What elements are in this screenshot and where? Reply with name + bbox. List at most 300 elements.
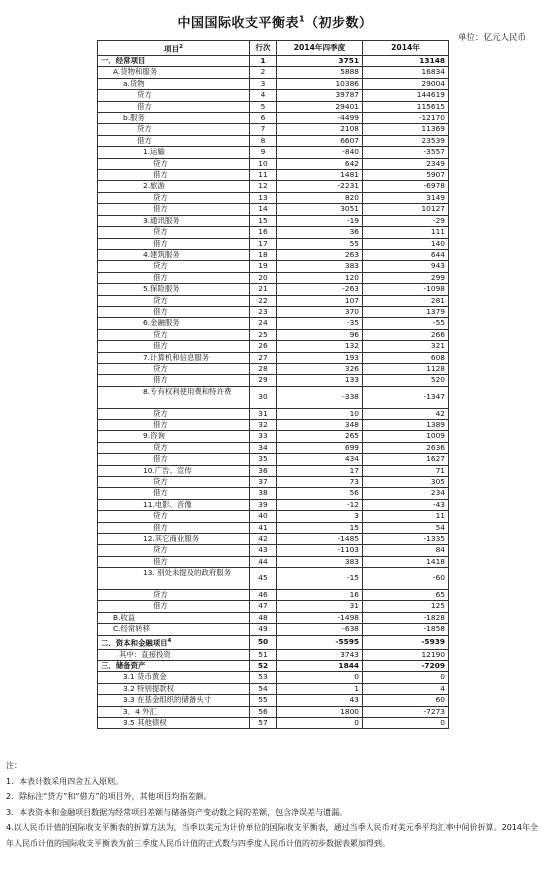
- row-label: [98, 660, 250, 671]
- row-label: [98, 135, 250, 146]
- row-label-text: 借方: [153, 272, 168, 282]
- row-number: 26: [250, 341, 277, 352]
- row-year-value: 1418: [363, 556, 449, 567]
- row-number: 41: [250, 522, 277, 533]
- row-q4-value: 1800: [277, 706, 363, 717]
- row-year-value: 4: [363, 683, 449, 694]
- table-row: [98, 56, 449, 67]
- table-row: [98, 170, 449, 181]
- row-number: 30: [250, 386, 277, 408]
- row-label-text: A.货物和服务: [113, 67, 158, 77]
- row-year-value: 71: [363, 465, 449, 476]
- row-label: [98, 601, 250, 612]
- table-header-row: [98, 41, 449, 56]
- row-year-value: 2349: [363, 158, 449, 169]
- row-q4-value: 348: [277, 419, 363, 430]
- row-number: 55: [250, 695, 277, 706]
- row-label-text: a.货物: [123, 78, 145, 88]
- table-row: [98, 635, 449, 649]
- row-number: 29: [250, 375, 277, 386]
- row-label: [98, 590, 250, 601]
- row-label-text: 一．经常项目: [101, 56, 146, 65]
- row-q4-value: -4499: [277, 113, 363, 124]
- row-label-text: 贷方: [153, 227, 168, 237]
- header-footnote-mark: 2: [179, 43, 183, 50]
- table-row: [98, 556, 449, 567]
- row-label-text: 借方: [153, 488, 168, 498]
- row-label-text: 贷方: [153, 545, 168, 555]
- row-number: 34: [250, 442, 277, 453]
- title-suffix: （初步数）: [305, 16, 373, 31]
- row-q4-value: -35: [277, 318, 363, 329]
- table-row: [98, 660, 449, 671]
- row-label: [98, 624, 250, 635]
- row-number: 19: [250, 261, 277, 272]
- row-year-value: 125: [363, 601, 449, 612]
- row-q4-value: 3051: [277, 204, 363, 215]
- row-label: [98, 649, 250, 660]
- row-label: [98, 215, 250, 226]
- page-title: [0, 12, 550, 31]
- row-q4-value: 642: [277, 158, 363, 169]
- row-label: [98, 181, 250, 192]
- table-row: [98, 329, 449, 340]
- row-label: [98, 442, 250, 453]
- row-year-value: 140: [363, 238, 449, 249]
- table-row: [98, 534, 449, 545]
- table-row: [98, 442, 449, 453]
- row-q4-value: 3751: [277, 56, 363, 67]
- row-q4-value: 263: [277, 249, 363, 260]
- row-number: 39: [250, 499, 277, 510]
- row-q4-value: 1481: [277, 170, 363, 181]
- row-year-value: 3149: [363, 192, 449, 203]
- row-number: 46: [250, 590, 277, 601]
- row-year-value: 266: [363, 329, 449, 340]
- table-row: [98, 113, 449, 124]
- row-year-value: 29004: [363, 78, 449, 89]
- row-number: 57: [250, 718, 277, 729]
- table-row: [98, 181, 449, 192]
- row-label: [98, 454, 250, 465]
- row-year-value: 65: [363, 590, 449, 601]
- row-label-text: 贷方: [153, 295, 168, 305]
- row-year-value: 299: [363, 272, 449, 283]
- table-row: [98, 601, 449, 612]
- row-label: [98, 90, 250, 101]
- row-q4-value: 383: [277, 556, 363, 567]
- table-row: [98, 568, 449, 590]
- row-label: [98, 612, 250, 623]
- row-label: [98, 695, 250, 706]
- row-year-value: 1379: [363, 306, 449, 317]
- row-number: 3: [250, 78, 277, 89]
- row-q4-value: 699: [277, 442, 363, 453]
- row-label: [98, 78, 250, 89]
- table-row: [98, 284, 449, 295]
- row-label-text: B.收益: [113, 612, 136, 622]
- row-q4-value: 5888: [277, 67, 363, 78]
- table-row: [98, 612, 449, 623]
- note-item: 4.以人民币计值的国际收支平衡表的折算方法为，当季以美元为计价单位的国际收支平衡表，通过当季人民币对美元季平均汇率中间价折算。2014年全年人民币计值的国际收支平衡表为前三季度人民币计值的正式数与四季度人民币计值的初步数据表累加得到。: [6, 823, 538, 848]
- table-row: [98, 522, 449, 533]
- table-row: [98, 249, 449, 260]
- row-label-text: 贷方: [153, 408, 168, 418]
- table-row: [98, 375, 449, 386]
- row-label-text: 2.旅游: [143, 181, 165, 191]
- row-number: 43: [250, 545, 277, 556]
- row-year-value: -12170: [363, 113, 449, 124]
- table-row: [98, 204, 449, 215]
- row-year-value: 42: [363, 408, 449, 419]
- row-year-value: 54: [363, 522, 449, 533]
- row-label: [98, 534, 250, 545]
- row-label: [98, 56, 250, 67]
- row-label: [98, 124, 250, 135]
- row-number: 2: [250, 67, 277, 78]
- row-q4-value: 17: [277, 465, 363, 476]
- row-label-text: 借方: [153, 454, 168, 464]
- row-q4-value: 0: [277, 718, 363, 729]
- table-row: [98, 408, 449, 419]
- table-row: [98, 718, 449, 729]
- row-q4-value: 55: [277, 238, 363, 249]
- row-label-text: 7.计算机和信息服务: [143, 352, 210, 362]
- row-label-text: 借方: [153, 556, 168, 566]
- row-label-text: b.服务: [123, 113, 145, 123]
- table-row: [98, 101, 449, 112]
- row-label-text: 3.3 在基金组织的储备头寸: [123, 695, 212, 705]
- row-year-value: 11369: [363, 124, 449, 135]
- row-label: [98, 158, 250, 169]
- row-label-text: 贷方: [153, 158, 168, 168]
- row-number: 9: [250, 147, 277, 158]
- row-q4-value: 107: [277, 295, 363, 306]
- row-year-value: 644: [363, 249, 449, 260]
- row-q4-value: 370: [277, 306, 363, 317]
- row-year-value: -55: [363, 318, 449, 329]
- row-label-text: 8.专有权利使用费和特许费: [143, 386, 232, 396]
- row-number: 14: [250, 204, 277, 215]
- row-number: 13: [250, 192, 277, 203]
- row-q4-value: -19: [277, 215, 363, 226]
- row-label: [98, 465, 250, 476]
- row-label-text: 借方: [153, 375, 168, 385]
- row-year-value: 1627: [363, 454, 449, 465]
- row-label-text: 贷方: [153, 477, 168, 487]
- table-row: [98, 431, 449, 442]
- row-label-text: 借方: [153, 601, 168, 611]
- row-label-text: 二．资本和金融项目: [101, 638, 168, 648]
- row-year-value: -6978: [363, 181, 449, 192]
- row-number: 24: [250, 318, 277, 329]
- row-label: [98, 67, 250, 78]
- row-number: 53: [250, 672, 277, 683]
- row-number: 36: [250, 465, 277, 476]
- row-number: 54: [250, 683, 277, 694]
- row-label: [98, 718, 250, 729]
- row-year-value: -7209: [363, 660, 449, 671]
- row-number: 37: [250, 477, 277, 488]
- row-number: 51: [250, 649, 277, 660]
- row-q4-value: 132: [277, 341, 363, 352]
- row-label-text: 借方: [153, 522, 168, 532]
- table-row: [98, 363, 449, 374]
- title-text: 中国国际收支平衡表: [177, 16, 299, 31]
- row-label-text: 9.咨询: [143, 431, 165, 441]
- row-q4-value: 73: [277, 477, 363, 488]
- table-row: [98, 511, 449, 522]
- row-label-text: 3.通讯服务: [143, 215, 180, 225]
- table-body: [98, 56, 449, 729]
- row-q4-value: 133: [277, 375, 363, 386]
- row-label: [98, 329, 250, 340]
- row-year-value: 13148: [363, 56, 449, 67]
- row-label: [98, 672, 250, 683]
- row-number: 25: [250, 329, 277, 340]
- row-q4-value: -5595: [277, 635, 363, 649]
- row-q4-value: 29401: [277, 101, 363, 112]
- row-number: 44: [250, 556, 277, 567]
- row-label-text: 三．储备资产: [101, 660, 146, 670]
- balance-of-payments-table: [97, 40, 449, 729]
- table-row: [98, 227, 449, 238]
- row-label-text: 贷方: [153, 192, 168, 202]
- row-number: 5: [250, 101, 277, 112]
- table-row: [98, 124, 449, 135]
- row-label: [98, 635, 250, 649]
- row-label: [98, 147, 250, 158]
- notes-heading: 注：: [6, 761, 22, 770]
- row-label-text: 贷方: [153, 511, 168, 521]
- row-label-text: 1.运输: [143, 147, 165, 157]
- row-q4-value: 16: [277, 590, 363, 601]
- row-number: 45: [250, 568, 277, 590]
- table-row: [98, 477, 449, 488]
- row-q4-value: -840: [277, 147, 363, 158]
- row-year-value: 10127: [363, 204, 449, 215]
- row-label-text: 12.其它商业服务: [143, 534, 200, 544]
- row-year-value: 1009: [363, 431, 449, 442]
- row-year-value: 84: [363, 545, 449, 556]
- row-label-text: C.经常转移: [113, 624, 151, 634]
- row-q4-value: -263: [277, 284, 363, 295]
- header-year: 2014年: [363, 41, 449, 56]
- row-label: [98, 192, 250, 203]
- note-item: 2．除标注“贷方”和“借方”的项目外，其他项目均指差额。: [6, 792, 212, 801]
- row-label-text: 10.广告、宣传: [143, 465, 192, 475]
- row-label: [98, 499, 250, 510]
- table-row: [98, 386, 449, 408]
- row-label: [98, 408, 250, 419]
- row-number: 27: [250, 352, 277, 363]
- row-year-value: -7273: [363, 706, 449, 717]
- row-number: 10: [250, 158, 277, 169]
- row-q4-value: -638: [277, 624, 363, 635]
- row-number: 47: [250, 601, 277, 612]
- row-year-value: 321: [363, 341, 449, 352]
- row-label-text: 借方: [137, 101, 152, 111]
- row-label: [98, 101, 250, 112]
- note-item: 1．本表计数采用四舍五入原则。: [6, 776, 124, 786]
- row-year-value: -3557: [363, 147, 449, 158]
- row-year-value: 144619: [363, 90, 449, 101]
- row-label: [98, 113, 250, 124]
- row-label-text: 贷方: [153, 590, 168, 600]
- row-year-value: -29: [363, 215, 449, 226]
- row-year-value: 520: [363, 375, 449, 386]
- row-label: [98, 261, 250, 272]
- row-year-value: 305: [363, 477, 449, 488]
- row-q4-value: -338: [277, 386, 363, 408]
- table-row: [98, 649, 449, 660]
- row-q4-value: 326: [277, 363, 363, 374]
- row-year-value: 12190: [363, 649, 449, 660]
- row-label-text: 借方: [153, 238, 168, 248]
- row-number: 17: [250, 238, 277, 249]
- table-row: [98, 90, 449, 101]
- row-label: [98, 306, 250, 317]
- row-label: [98, 568, 250, 590]
- row-q4-value: 434: [277, 454, 363, 465]
- row-year-value: 16834: [363, 67, 449, 78]
- row-year-value: 2636: [363, 442, 449, 453]
- row-label: [98, 386, 250, 408]
- row-q4-value: 193: [277, 352, 363, 363]
- row-q4-value: 1: [277, 683, 363, 694]
- row-number: 12: [250, 181, 277, 192]
- row-number: 42: [250, 534, 277, 545]
- row-label-text: 其中：直接投资: [119, 649, 171, 659]
- row-q4-value: 10: [277, 408, 363, 419]
- row-label: [98, 477, 250, 488]
- table-row: [98, 352, 449, 363]
- row-q4-value: 0: [277, 672, 363, 683]
- row-year-value: -1098: [363, 284, 449, 295]
- header-item: 项目$^2$: [98, 41, 250, 56]
- row-footnote-mark: 4: [167, 637, 172, 644]
- row-label-text: 5.保险服务: [143, 284, 180, 294]
- row-year-value: 0: [363, 718, 449, 729]
- table-row: [98, 158, 449, 169]
- row-q4-value: 265: [277, 431, 363, 442]
- row-year-value: -1347: [363, 386, 449, 408]
- notes: [6, 758, 544, 851]
- row-label-text: 贷方: [153, 329, 168, 339]
- row-label: [98, 352, 250, 363]
- table-row: [98, 147, 449, 158]
- row-label: [98, 170, 250, 181]
- row-q4-value: -1498: [277, 612, 363, 623]
- row-year-value: -1858: [363, 624, 449, 635]
- table-row: [98, 215, 449, 226]
- table-row: [98, 419, 449, 430]
- row-q4-value: 1844: [277, 660, 363, 671]
- row-label-text: 3.1 货币黄金: [123, 672, 167, 682]
- row-label: [98, 545, 250, 556]
- row-label: [98, 363, 250, 374]
- row-year-value: -1335: [363, 534, 449, 545]
- row-label: [98, 419, 250, 430]
- row-number: 8: [250, 135, 277, 146]
- row-year-value: 11: [363, 511, 449, 522]
- row-label: [98, 238, 250, 249]
- row-number: 15: [250, 215, 277, 226]
- row-year-value: -5939: [363, 635, 449, 649]
- row-year-value: 943: [363, 261, 449, 272]
- row-number: 38: [250, 488, 277, 499]
- title-footnote-mark: 1: [298, 14, 306, 24]
- table-row: [98, 318, 449, 329]
- row-number: 33: [250, 431, 277, 442]
- row-label-text: 3.2 特别提款权: [123, 683, 175, 693]
- row-q4-value: 820: [277, 192, 363, 203]
- row-label-text: 13. 别处未提及的政府服务: [143, 568, 232, 578]
- row-q4-value: 120: [277, 272, 363, 283]
- row-q4-value: -15: [277, 568, 363, 590]
- row-number: 7: [250, 124, 277, 135]
- row-label-text: 借方: [137, 135, 152, 145]
- table-row: [98, 238, 449, 249]
- row-label-text: 贷方: [153, 363, 168, 373]
- row-label: [98, 375, 250, 386]
- table-row: [98, 695, 449, 706]
- table-row: [98, 192, 449, 203]
- row-label-text: 贷方: [137, 90, 152, 100]
- table-row: [98, 295, 449, 306]
- row-label-text: 3．4 外汇: [123, 706, 157, 716]
- row-label-text: 6.金融服务: [143, 318, 180, 328]
- row-q4-value: 2108: [277, 124, 363, 135]
- row-q4-value: 36: [277, 227, 363, 238]
- row-label: [98, 227, 250, 238]
- table-row: [98, 272, 449, 283]
- row-q4-value: -12: [277, 499, 363, 510]
- unit-label: 单位：亿元人民币: [457, 33, 526, 43]
- table-row: [98, 135, 449, 146]
- table-row: [98, 706, 449, 717]
- row-q4-value: 3743: [277, 649, 363, 660]
- row-label-text: 借方: [153, 204, 168, 214]
- row-label: [98, 295, 250, 306]
- row-year-value: -60: [363, 568, 449, 590]
- note-item: 3．本表资本和金融项目数据为经常项目差额与储备资产变动数之间的差额，包含净误差与遗漏。: [6, 807, 348, 817]
- row-year-value: 60: [363, 695, 449, 706]
- row-number: 22: [250, 295, 277, 306]
- row-label: [98, 431, 250, 442]
- row-label: [98, 556, 250, 567]
- header-row-no: 行次: [250, 41, 277, 56]
- row-number: 48: [250, 612, 277, 623]
- row-year-value: 234: [363, 488, 449, 499]
- row-q4-value: -1485: [277, 534, 363, 545]
- row-label: [98, 488, 250, 499]
- table-row: [98, 306, 449, 317]
- row-year-value: -1828: [363, 612, 449, 623]
- table-row: [98, 499, 449, 510]
- row-label-text: 贷方: [153, 261, 168, 271]
- row-label-text: 4.建筑服务: [143, 249, 180, 259]
- table-row: [98, 341, 449, 352]
- row-year-value: 111: [363, 227, 449, 238]
- row-label: [98, 706, 250, 717]
- row-label: [98, 204, 250, 215]
- row-year-value: 23539: [363, 135, 449, 146]
- row-q4-value: -2231: [277, 181, 363, 192]
- table-row: [98, 590, 449, 601]
- row-label: [98, 249, 250, 260]
- row-q4-value: 6607: [277, 135, 363, 146]
